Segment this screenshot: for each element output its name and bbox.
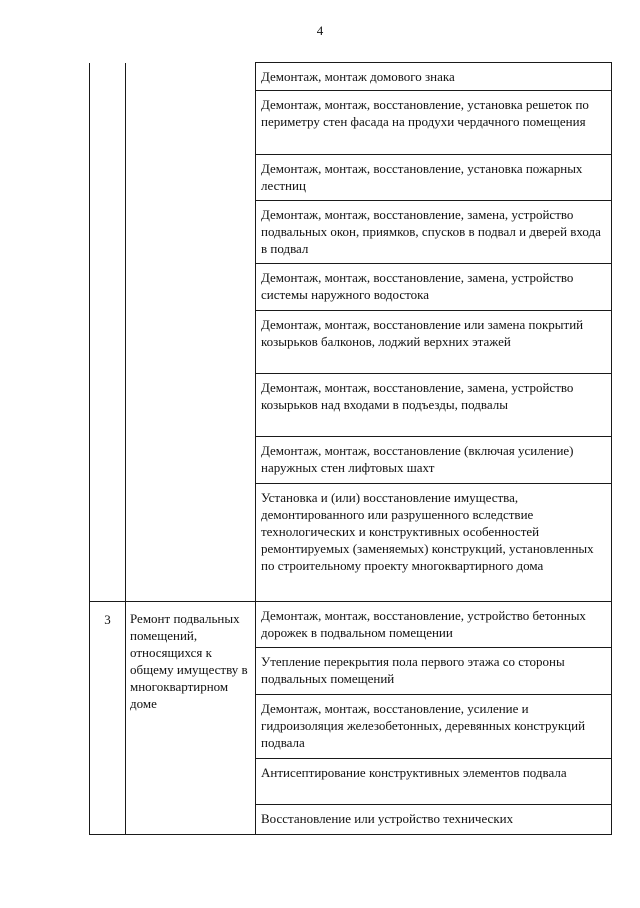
table-row: [90, 63, 612, 91]
work-item: Демонтаж, монтаж, восстановление (включая усиление) наружных стен лифтовых шахт: [256, 437, 612, 484]
work-item: Демонтаж, монтаж, восстановление, замена, устройство системы наружного водостока: [256, 264, 612, 311]
work-item: Демонтаж, монтаж, восстановление, устройство бетонных дорожек в подвальном помещении: [256, 602, 612, 648]
work-item: Антисептирование конструктивных элементов подвала: [256, 759, 612, 805]
work-item: Демонтаж, монтаж, восстановление или замена покрытий козырьков балконов, лоджий верхних этажей: [256, 311, 612, 374]
work-item: Демонтаж, монтаж, восстановление, установка пожарных лестниц: [256, 155, 612, 201]
work-item: Установка и (или) восстановление имущества, демонтированного или разрушенного вследствие технологических и конструктивных особенностей ремонтируемых (заменяемых) конструкций, установленных по строительному проекту многоквартирного дома: [256, 484, 612, 602]
section-number: 3: [90, 602, 126, 835]
work-item: Демонтаж, монтаж, восстановление, усиление и гидроизоляция железобетонных, деревянных конструкций подвала: [256, 695, 612, 759]
works-table: [89, 62, 612, 835]
work-item: Демонтаж, монтаж, восстановление, замена, устройство подвальных окон, приямков, спусков в подвал и дверей входа в подвал: [256, 201, 612, 264]
table-row: [90, 602, 612, 648]
section-name: Ремонт подвальных помещений, относящихся к общему имуществу в многоквартирном доме: [126, 602, 256, 835]
work-item: Демонтаж, монтаж, восстановление, установка решеток по периметру стен фасада на продухи чердачного помещения: [256, 91, 612, 155]
work-item: Демонтаж, монтаж, восстановление, замена, устройство козырьков над входами в подъезды, подвалы: [256, 374, 612, 437]
section-number-cell: [90, 63, 126, 602]
work-item: Утепление перекрытия пола первого этажа со стороны подвальных помещений: [256, 648, 612, 695]
work-item: Восстановление или устройство технических: [256, 805, 612, 835]
page-number: 4: [316, 23, 324, 38]
work-item: Демонтаж, монтаж домового знака: [256, 63, 612, 91]
section-name-cell: [126, 63, 256, 602]
